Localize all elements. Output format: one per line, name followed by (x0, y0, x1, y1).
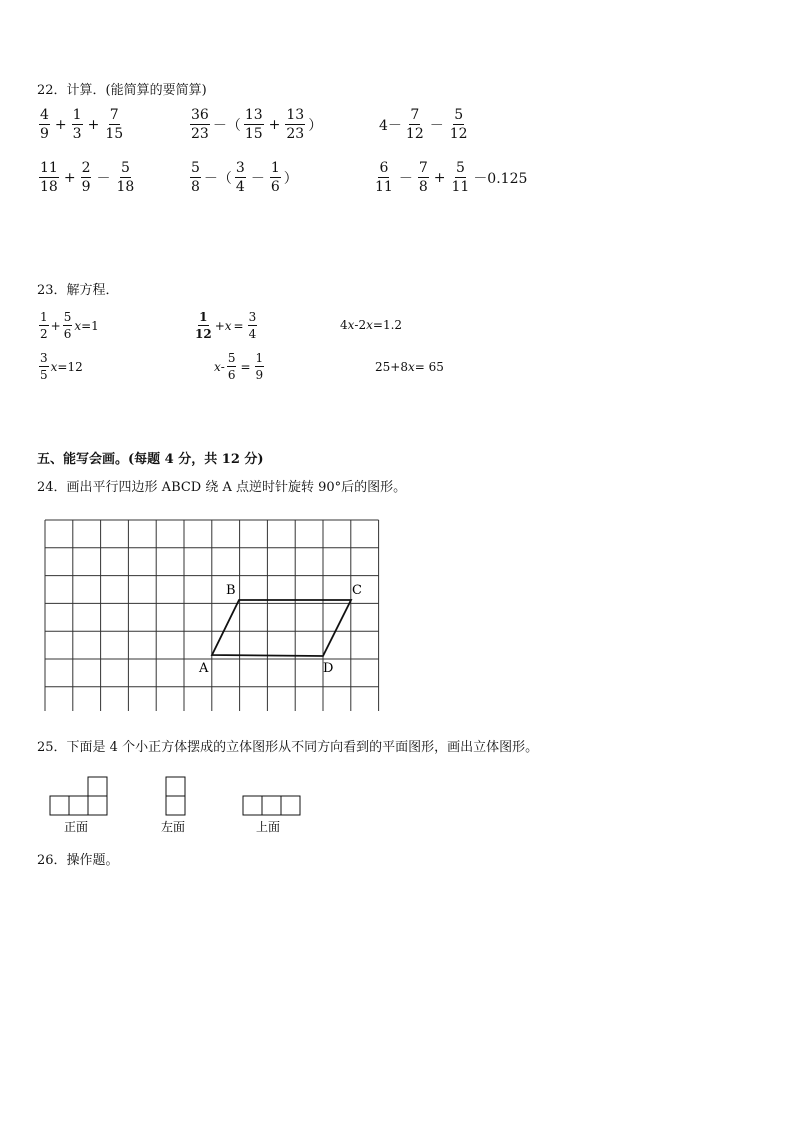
q23-title: 23．解方程． (37, 283, 119, 298)
fraction: $\frac{5}{11}$ (451, 160, 470, 195)
fraction: $\frac{11}{18}$ (40, 160, 58, 195)
vertex-label-b: B (226, 583, 236, 598)
q23-equation-6: 25+8 x = 65 (375, 360, 444, 374)
top-view-label: 上面 (256, 820, 281, 834)
section5-heading: 五、能写会画。(每题 4 分，共 12 分) (37, 452, 264, 467)
q24-title: 24．画出平行四边形 ABCD 绕 A 点逆时针旋转 90°后的图形。 (37, 480, 407, 495)
vertex-label-d: D (323, 661, 334, 676)
fraction: $\frac{6}{11}$ (375, 160, 393, 195)
parallelogram-abcd (212, 600, 351, 656)
fraction: $\frac{5}{12}$ (449, 107, 468, 142)
fraction: $\frac{5}{6}$ (227, 351, 236, 382)
q22-expr-1: $\frac{4}{9}$ + $\frac{1}{3}$ + $\frac{7}{15}$ (40, 107, 124, 142)
front-view-label: 正面 (64, 820, 89, 834)
front-view (50, 777, 107, 815)
q23-equation-4: $\frac{3}{5}$ x =12 (40, 351, 83, 382)
fraction: $\frac{7}{15}$ (105, 107, 124, 142)
q23-equation-2: $\frac{1}{12}$ + x = $\frac{3}{4}$ (195, 310, 257, 341)
q22-expr-2: $\frac{36}{23}$ －（ $\frac{13}{15}$ + $\frac{13}{23}$ ） (191, 107, 323, 142)
left-view-label: 左面 (161, 820, 186, 834)
q23-equation-1: $\frac{1}{2}$ + $\frac{5}{6}$ x =1 (40, 310, 99, 341)
top-view (243, 796, 300, 815)
vertex-label-c: C (352, 583, 362, 598)
fraction: $\frac{1}{6}$ (270, 160, 280, 195)
q25-views-figure (46, 774, 326, 836)
q22-expr-4: $\frac{11}{18}$ + $\frac{2}{9}$ － $\frac{5}{18}$ (40, 160, 135, 195)
fraction: $\frac{5}{6}$ (63, 310, 72, 341)
fraction: $\frac{7}{12}$ (405, 107, 424, 142)
fraction: $\frac{5}{18}$ (116, 160, 135, 195)
fraction: $\frac{1}{9}$ (255, 351, 264, 382)
vertex-label-a: A (199, 661, 209, 676)
fraction: $\frac{2}{9}$ (81, 160, 91, 195)
left-view (166, 777, 185, 815)
fraction: $\frac{5}{8}$ (191, 160, 200, 195)
fraction: $\frac{3}{4}$ (235, 160, 245, 195)
fraction: $\frac{3}{5}$ (40, 351, 48, 382)
q23-equation-5: x - $\frac{5}{6}$ = $\frac{1}{9}$ (214, 351, 264, 382)
fraction: $\frac{1}{3}$ (72, 107, 82, 142)
fraction: $\frac{36}{23}$ (191, 107, 209, 142)
q23-equation-3: 4 x -2 x =1.2 (340, 318, 403, 332)
grid-lines (45, 520, 379, 711)
fraction: $\frac{13}{15}$ (244, 107, 263, 142)
fraction: $\frac{4}{9}$ (40, 107, 49, 142)
fraction: $\frac{1}{2}$ (40, 310, 48, 341)
q25-title: 25．下面是 4 个小正方体摆成的立体图形从不同方向看到的平面图形，画出立体图形。 (37, 740, 539, 755)
fraction: $\frac{13}{23}$ (286, 107, 305, 142)
q22-expr-5: $\frac{5}{8}$ －（ $\frac{3}{4}$ － $\frac{1}{6}$ ） (191, 160, 298, 195)
fraction: $\frac{1}{12}$ (195, 310, 212, 341)
fraction: $\frac{7}{8}$ (418, 160, 428, 195)
q24-grid-figure (42, 517, 382, 711)
fraction: $\frac{3}{4}$ (248, 310, 257, 341)
q22-expr-3: 4－ $\frac{7}{12}$ － $\frac{5}{12}$ (379, 107, 468, 142)
q22-title: 22．计算．(能简算的要简算) (37, 83, 207, 98)
q26-title: 26．操作题。 (37, 853, 119, 868)
q22-expr-6: $\frac{6}{11}$ － $\frac{7}{8}$ + $\frac{5}{11}$ －0.125 (375, 160, 528, 195)
